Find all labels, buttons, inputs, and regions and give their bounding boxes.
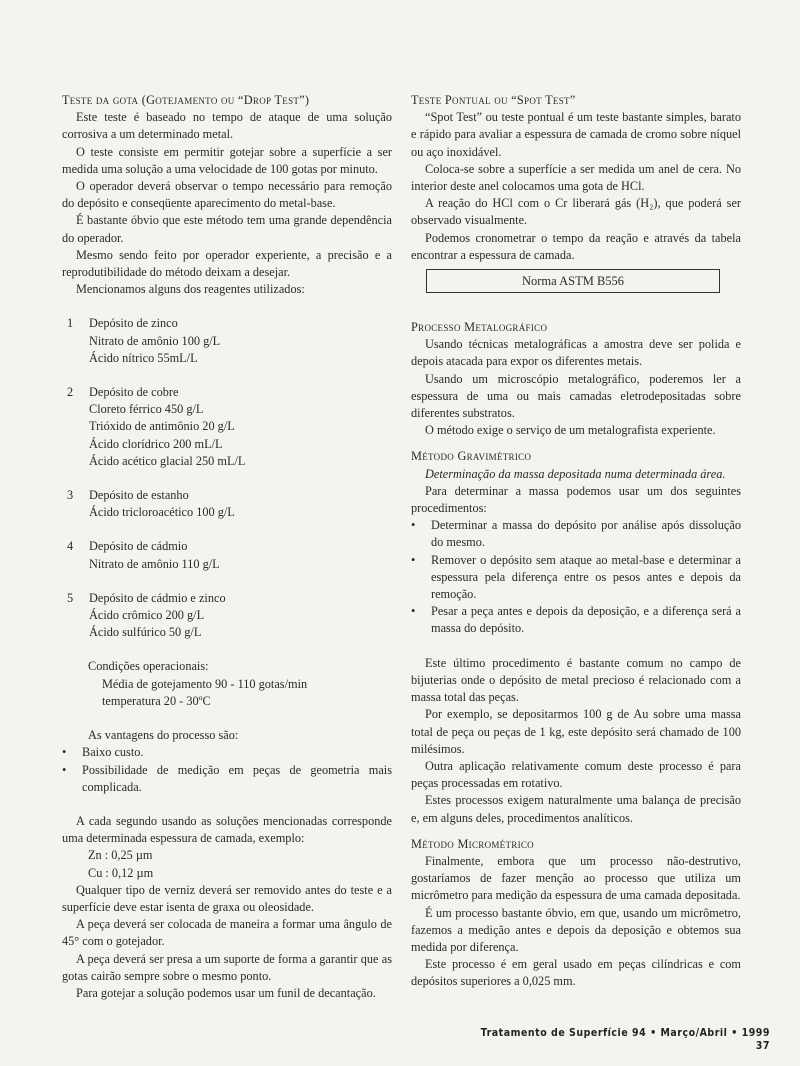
condition-line: temperatura 20 - 30ºC [102, 693, 211, 708]
paragraph: Estes processos exigem naturalmente uma balança de precisão e, em alguns deles, procedimentos analíticos. [411, 793, 741, 825]
paragraph: Coloca-se sobre a superfície a ser medida um anel de cera. No interior deste anel colocamos uma gota de HCl. [411, 161, 741, 194]
paragraph: O método exige o serviço de um metalografista experiente. [425, 423, 716, 438]
reagent-name: Depósito de cobre [89, 385, 179, 400]
paragraph: É um processo bastante óbvio, em que, usando um micrômetro, fazemos a medição antes e depois da deposição e obtemos sua medida por diferença. [411, 905, 741, 954]
reagent-item [62, 315, 392, 367]
reagent-number: 1 [67, 316, 74, 331]
section-title-gravimetric: Método Gravimétrico [411, 449, 532, 464]
paragraph: Usando um microscópio metalográfico, poderemos ler a espessura de uma ou mais camadas eletrodepositadas sobre diferentes substratos. [411, 371, 741, 421]
reagent-item [62, 487, 392, 521]
reagent-number: 3 [67, 488, 74, 503]
paragraph: Mencionamos alguns dos reagentes utilizados: [76, 282, 305, 297]
section-title-metallographic: Processo Metalográfico [411, 320, 548, 335]
paragraph: Para determinar a massa podemos usar um dos seguintes procedimentos: [411, 483, 741, 516]
condition-line: Média de gotejamento 90 - 110 gotas/min [102, 676, 308, 691]
bullet-item: • Baixo custo. [62, 744, 392, 761]
paragraph: A peça deverá ser colocada de maneira a formar uma ângulo de 45° com o gotejador. [62, 917, 392, 949]
paragraph: Qualquer tipo de verniz deverá ser removido antes do teste e a superfície deve estar isenta de graxa ou oleosidade. [62, 882, 392, 914]
journal-name: Tratamento de Superfície 94 [480, 1026, 647, 1039]
reagent-item [62, 384, 392, 470]
reagent-line: Ácido sulfúrico 50 g/L [89, 625, 202, 640]
bullet-text: Possibilidade de medição em peças de geometria mais complicada. [82, 762, 392, 794]
reagent-line: Nitrato de amônio 110 g/L [89, 556, 220, 571]
paragraph: A reação do HCl com o Cr liberará gás (H₂), que poderá ser observado visualmente. [411, 196, 741, 228]
reagent-name: Depósito de estanho [89, 488, 189, 503]
reagent-number: 4 [67, 539, 74, 554]
paragraph: Por exemplo, se depositarmos 100 g de Au sobre uma massa total de peça ou peças de 1 kg, este depósito será chamado de 100 milésimos. [411, 707, 741, 756]
reagent-line: Nitrato de amônio 100 g/L [89, 333, 221, 348]
section-title-micrometric: Método Micrométrico [411, 836, 534, 851]
conditions-title: Condições operacionais: [88, 659, 209, 674]
reagent-line: Ácido nítrico 55mL/L [89, 350, 198, 365]
paragraph: Finalmente, embora que um processo não-destrutivo, gostaríamos de fazer menção ao processo que utiliza um micrômetro para medição da espessura de uma camada depositada. [411, 853, 741, 903]
paragraph: Este teste é baseado no tempo de ataque de uma solução corrosiva a um determinado metal. [62, 110, 392, 142]
bullet-text: Remover o depósito sem ataque ao metal-base e determinar a espessura pela diferença entre os pesos antes e depois da remoção. [431, 552, 741, 602]
reagent-line: Cloreto férrico 450 g/L [89, 402, 204, 417]
reagent-name: Depósito de cádmio e zinco [89, 590, 226, 605]
paragraph: Para gotejar a solução podemos usar um funil de decantação. [76, 985, 376, 1000]
paragraph: É bastante óbvio que este método tem uma grande dependência do operador. [62, 213, 392, 245]
paragraph: A cada segundo usando as soluções mencionadas corresponde uma determinada espessura de camada, exemplo: [62, 813, 392, 846]
reagent-line: Ácido clorídrico 200 mL/L [89, 436, 223, 451]
advantages-title: As vantagens do processo são: [88, 728, 239, 743]
page-number: 37 [755, 1039, 770, 1052]
bullet-text: Baixo custo. [82, 745, 144, 760]
paragraph: O operador deverá observar o tempo necessário para remoção do depósito e conseqüente aparecimento do metal-base. [62, 179, 392, 211]
paragraph: Outra aplicação relativamente comum deste processo é para peças processadas em rotativo. [411, 758, 741, 791]
operating-conditions [62, 658, 392, 710]
bullet-text: Determinar a massa do depósito por análise após dissolução do mesmo. [431, 518, 741, 550]
bullet-text: Pesar a peça antes e depois da deposição, e a diferença será a massa do depósito. [431, 604, 741, 636]
reagent-line: Ácido acético glacial 250 mL/L [89, 453, 246, 468]
reagent-number: 2 [67, 385, 74, 400]
left-column [62, 92, 392, 1002]
norma-box: Norma ASTM B556 [426, 269, 720, 293]
bullet-item: • Possibilidade de medição em peças de geometria mais complicada. [62, 762, 392, 796]
reagent-line: Trióxido de antimônio 20 g/L [89, 419, 235, 434]
paragraph: Este processo é em geral usado em peças cilíndricas e com depósitos superiores a 0,025 mm. [411, 957, 741, 989]
section-title-spot-test: Teste Pontual ou “Spot Test” [411, 93, 576, 107]
bullet-item: • Determinar a massa do depósito por análise após dissolução do mesmo. [411, 517, 741, 551]
section-subtitle: Determinação da massa depositada numa determinada área. [425, 466, 726, 481]
paragraph: “Spot Test” ou teste pontual é um teste bastante simples, barato e rápido para avaliar a espessura de camada de cromo sobre níquel ou aço inoxidável. [411, 110, 741, 159]
issue-date: Março/Abril [660, 1026, 728, 1039]
bullet-item: • Remover o depósito sem ataque ao metal-base e determinar a espessura pela diferença entre os pesos antes e depois da remoção. [411, 552, 741, 604]
paragraph: A peça deverá ser presa a um suporte de forma a garantir que as gotas cairão sempre sobre o mesmo ponto. [62, 951, 392, 983]
right-column [411, 92, 741, 991]
reagent-line: Ácido crômico 200 g/L [89, 608, 205, 623]
paragraph: O teste consiste em permitir gotejar sobre a superfície a ser medida uma solução a uma velocidade de 100 gotas por minuto. [62, 144, 392, 176]
example-line: Zn : 0,25 µm [88, 848, 153, 863]
example-line: Cu : 0,12 µm [88, 865, 154, 880]
paragraph: Este último procedimento é bastante comum no campo de bijuterias onde o depósito de metal precioso é relacionado com a massa total das peças. [411, 655, 741, 705]
issue-year: 1999 [741, 1026, 770, 1039]
paragraph: Usando técnicas metalográficas a amostra deve ser polida e depois atacada para expor os diferentes metais. [411, 337, 741, 369]
reagent-item [62, 538, 392, 572]
reagent-number: 5 [67, 590, 74, 605]
reagent-item [62, 590, 392, 642]
page-footer: Tratamento de Superfície 94 • Março/Abril • 1999 37 [480, 1026, 770, 1052]
reagent-name: Depósito de cádmio [89, 539, 188, 554]
reagent-name: Depósito de zinco [89, 316, 178, 331]
reagent-line: Ácido tricloroacético 100 g/L [89, 505, 235, 520]
paragraph: Podemos cronometrar o tempo da reação e através da tabela encontrar a espessura de camada. [411, 230, 741, 262]
bullet-item: • Pesar a peça antes e depois da deposição, e a diferença será a massa do depósito. [411, 603, 741, 637]
section-title-drop-test: Teste da gota (Gotejamento ou “Drop Test”) [62, 93, 310, 107]
paragraph: Mesmo sendo feito por operador experiente, a precisão e a reprodutibilidade do método deixam a desejar. [62, 247, 392, 280]
